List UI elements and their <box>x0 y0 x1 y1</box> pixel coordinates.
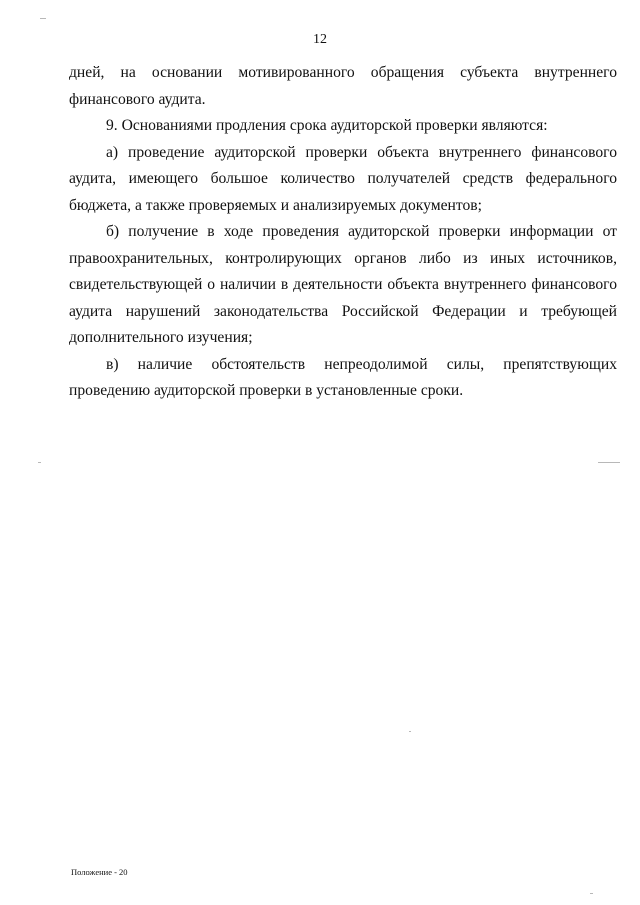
footer-document-label: Положение - 20 <box>71 867 128 877</box>
scan-artifact <box>38 462 41 463</box>
scan-artifact <box>409 731 411 732</box>
page-number: 12 <box>313 32 327 47</box>
scan-artifact <box>598 462 620 463</box>
paragraph-subitem-v: в) наличие обстоятельств непреодолимой силы, препятствующих проведению аудиторской проверки в установленные сроки. <box>69 355 617 399</box>
document-body <box>69 60 617 405</box>
paragraph-subitem-a: а) проведение аудиторской проверки объекта внутреннего финансового аудита, имеющего большое количество получателей средств федерального бюджета, а также проверяемых и анализируемых документов; <box>69 143 617 214</box>
scan-artifact <box>40 18 46 19</box>
paragraph-continuation: дней, на основании мотивированного обращения субъекта внутреннего финансового аудита. <box>69 64 617 108</box>
paragraph-item-9: 9. Основаниями продления срока аудиторской проверки являются: <box>106 117 548 134</box>
paragraph-subitem-b: б) получение в ходе проведения аудиторской проверки информации от правоохранительных, контролирующих органов либо из иных источников, свидетельствующей о наличии в деятельности объекта внутреннего финансового аудита нарушений законодательства Российской Федерации и требующей дополнительного изучения; <box>69 223 617 346</box>
scan-artifact <box>590 893 593 894</box>
